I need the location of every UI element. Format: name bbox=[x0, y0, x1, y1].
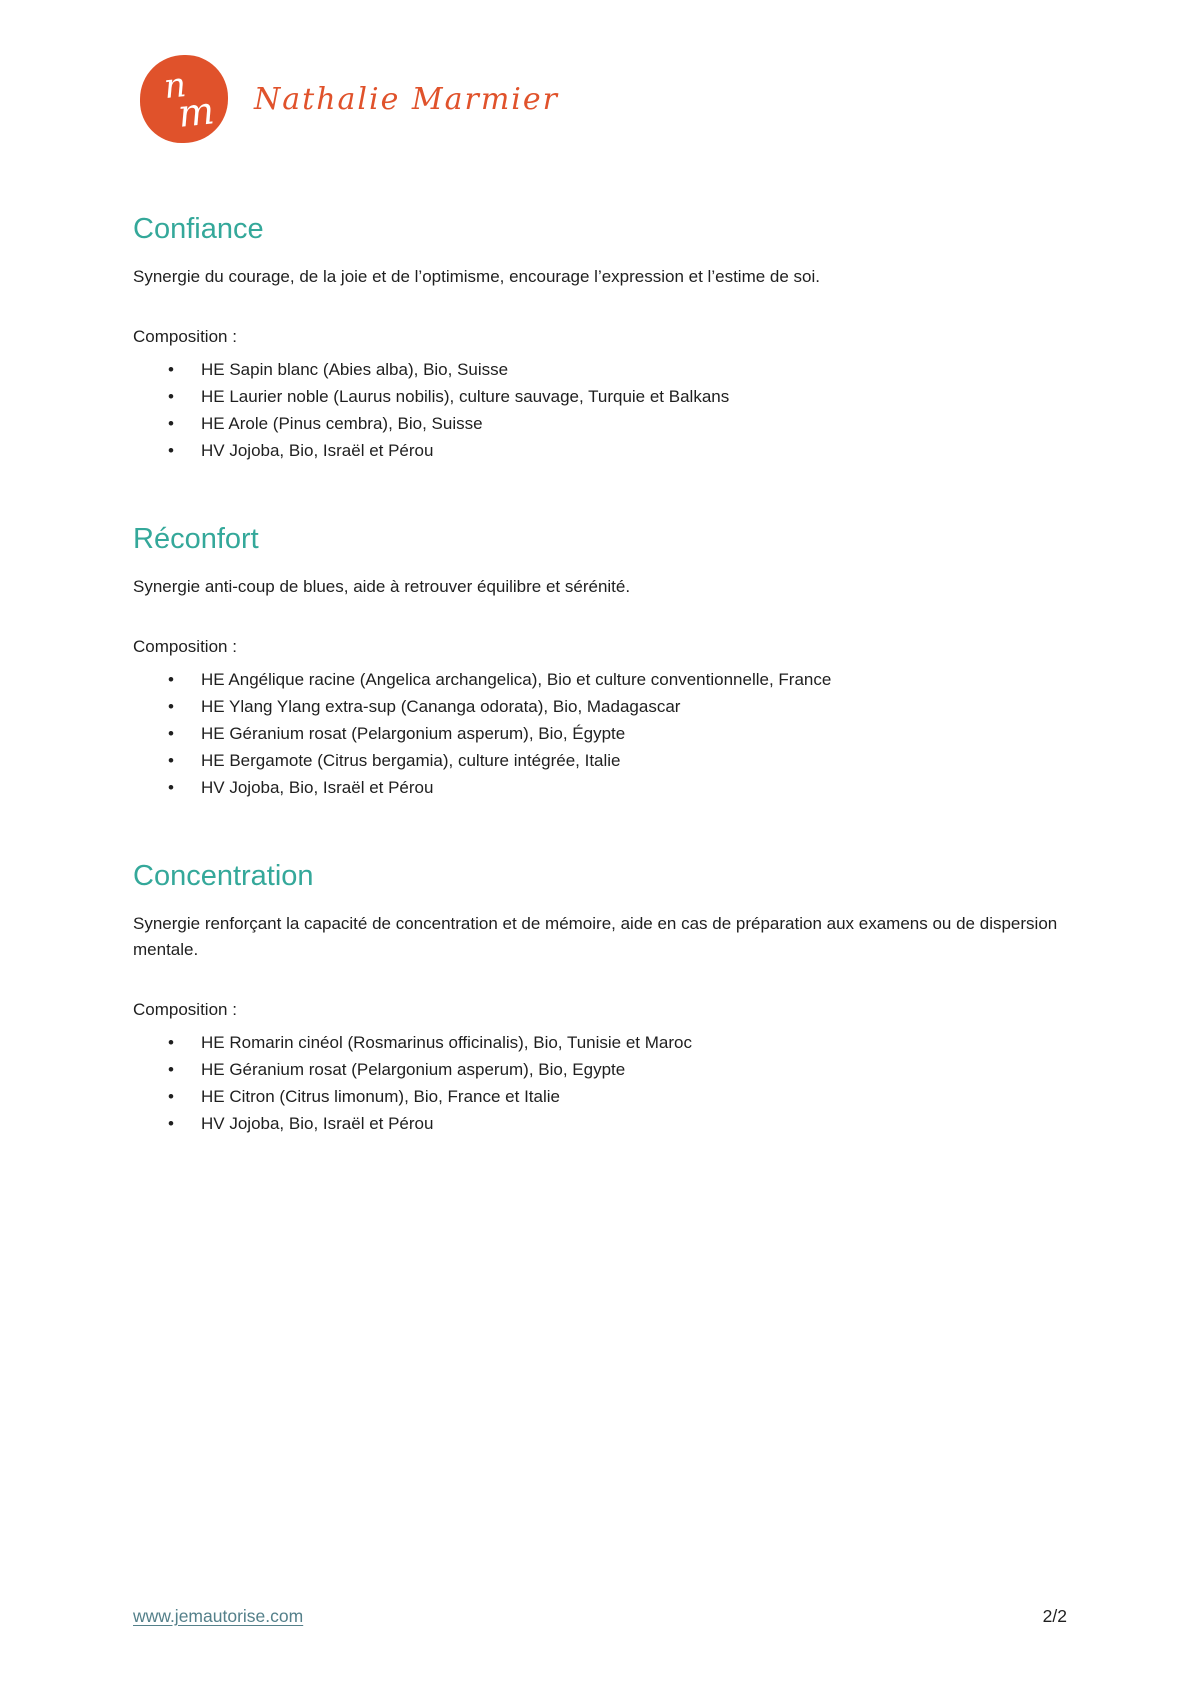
composition-label: Composition : bbox=[133, 637, 237, 656]
document-body bbox=[133, 212, 1067, 1137]
section-description: Synergie renforçant la capacité de concentration et de mémoire, aide en cas de préparation aux examens ou de dispersion mentale. bbox=[133, 914, 1058, 959]
brand-header bbox=[140, 55, 559, 143]
composition-item: • HV Jojoba, Bio, Israël et Pérou bbox=[201, 774, 1067, 801]
composition-item: • HV Jojoba, Bio, Israël et Pérou bbox=[201, 437, 1067, 464]
brand-logo-icon bbox=[140, 55, 228, 143]
composition-item: • HV Jojoba, Bio, Israël et Pérou bbox=[201, 1110, 1067, 1137]
composition-item: • HE Géranium rosat (Pelargonium asperum), Bio, Égypte bbox=[201, 720, 1067, 747]
composition-item: • HE Bergamote (Citrus bergamia), culture intégrée, Italie bbox=[201, 747, 1067, 774]
composition-item: • HE Angélique racine (Angelica archangelica), Bio et culture conventionnelle, France bbox=[201, 666, 1067, 693]
composition-item: • HE Citron (Citrus limonum), Bio, France et Italie bbox=[201, 1083, 1067, 1110]
section-confiance bbox=[133, 212, 1067, 464]
section-description: Synergie anti-coup de blues, aide à retrouver équilibre et sérénité. bbox=[133, 577, 631, 596]
composition-item: • HE Arole (Pinus cembra), Bio, Suisse bbox=[201, 410, 1067, 437]
section-concentration bbox=[133, 859, 1067, 1137]
brand-name: Nathalie Marmier bbox=[254, 81, 559, 117]
composition-list bbox=[133, 1029, 1067, 1137]
section-title: Concentration bbox=[133, 860, 314, 892]
section-reconfort bbox=[133, 522, 1067, 801]
brand-initial-m: m bbox=[175, 88, 217, 136]
composition-item: • HE Laurier noble (Laurus nobilis), culture sauvage, Turquie et Balkans bbox=[201, 383, 1067, 410]
brand-initial-n: n bbox=[161, 64, 188, 108]
page-number: 2/2 bbox=[1042, 1606, 1067, 1626]
composition-item: • HE Sapin blanc (Abies alba), Bio, Suisse bbox=[201, 356, 1067, 383]
section-description: Synergie du courage, de la joie et de l’optimisme, encourage l’expression et l’estime de soi. bbox=[133, 267, 820, 286]
page-footer bbox=[133, 1606, 1067, 1627]
composition-item: • HE Géranium rosat (Pelargonium asperum), Bio, Egypte bbox=[201, 1056, 1067, 1083]
composition-item: • HE Ylang Ylang extra-sup (Cananga odorata), Bio, Madagascar bbox=[201, 693, 1067, 720]
composition-label: Composition : bbox=[133, 1000, 237, 1019]
composition-list bbox=[133, 666, 1067, 801]
website-link[interactable]: www.jemautorise.com bbox=[133, 1606, 304, 1626]
composition-label: Composition : bbox=[133, 327, 237, 346]
composition-list bbox=[133, 356, 1067, 464]
section-title: Confiance bbox=[133, 213, 264, 245]
composition-item: • HE Romarin cinéol (Rosmarinus officinalis), Bio, Tunisie et Maroc bbox=[201, 1029, 1067, 1056]
section-title: Réconfort bbox=[133, 523, 259, 555]
